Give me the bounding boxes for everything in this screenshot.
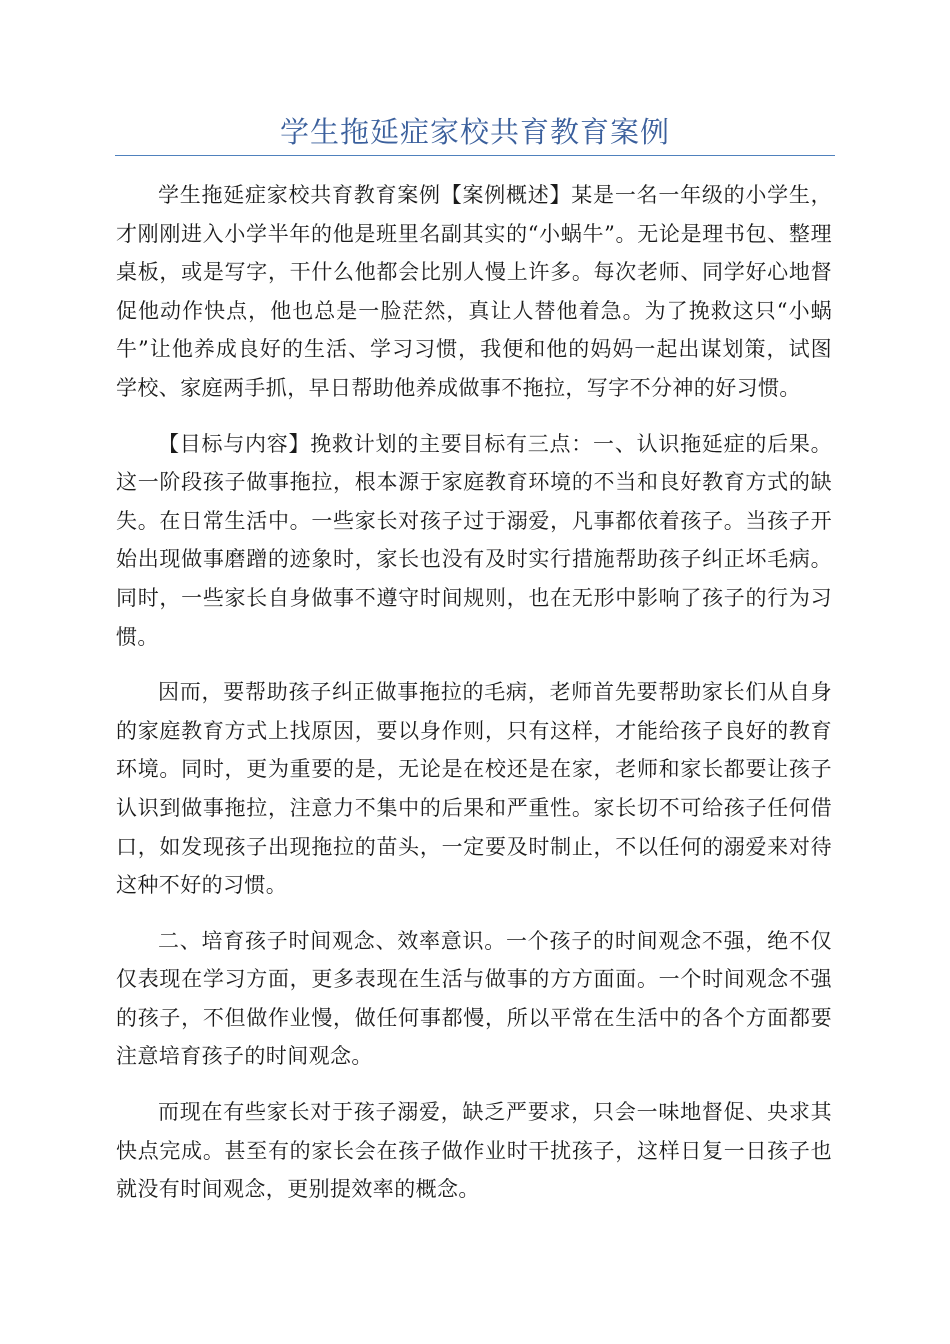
- document-body: [116, 176, 832, 1226]
- paragraph-family-education: 因而，要帮助孩子纠正做事拖拉的毛病，老师首先要帮助家长们从自身的家庭教育方式上找原因，要以身作则，只有这样，才能给孩子良好的教育环境。同时，更为重要的是，无论是在校还是在家，老师和家长都要让孩子认识到做事拖拉，注意力不集中的后果和严重性。家长切不可给孩子任何借口，如发现孩子出现拖拉的苗头，一定要及时制止，不以任何的溺爱来对待这种不好的习惯。: [116, 680, 832, 898]
- paragraph-goals-content: 【目标与内容】挽救计划的主要目标有三点：一、认识拖延症的后果。这一阶段孩子做事拖拉，根本源于家庭教育环境的不当和良好教育方式的缺失。在日常生活中。一些家长对孩子过于溺爱，凡事都依着孩子。当孩子开始出现做事磨蹭的迹象时，家长也没有及时实行措施帮助孩子纠正坏毛病。同时，一些家长自身做事不遵守时间规则，也在无形中影响了孩子的行为习惯。: [116, 431, 832, 649]
- paragraph-parent-indulgence: 而现在有些家长对于孩子溺爱，缺乏严要求，只会一味地督促、央求其快点完成。甚至有的家长会在孩子做作业时干扰孩子，这样日复一日孩子也就没有时间观念，更别提效率的概念。: [116, 1100, 832, 1202]
- paragraph-time-concept: 二、培育孩子时间观念、效率意识。一个孩子的时间观念不强，绝不仅仅表现在学习方面，更多表现在生活与做事的方方面面。一个时间观念不强的孩子，不但做作业慢，做任何事都慢，所以平常在生活中的各个方面都要注意培育孩子的时间观念。: [116, 928, 832, 1069]
- paragraph-case-overview: 学生拖延症家校共育教育案例【案例概述】某是一名一年级的小学生，才刚刚进入小学半年的他是班里名副其实的“小蜗牛”。无论是理书包、整理桌板，或是写字，干什么他都会比别人慢上许多。每次老师、同学好心地督促他动作快点，他也总是一脸茫然，真让人替他着急。为了挽救这只“小蜗牛”让他养成良好的生活、学习习惯，我便和他的妈妈一起出谋划策，试图学校、家庭两手抓，早日帮助他养成做事不拖拉，写字不分神的好习惯。: [116, 183, 832, 400]
- document-title: 学生拖延症家校共育教育案例: [279, 115, 670, 149]
- title-underline: [115, 155, 835, 156]
